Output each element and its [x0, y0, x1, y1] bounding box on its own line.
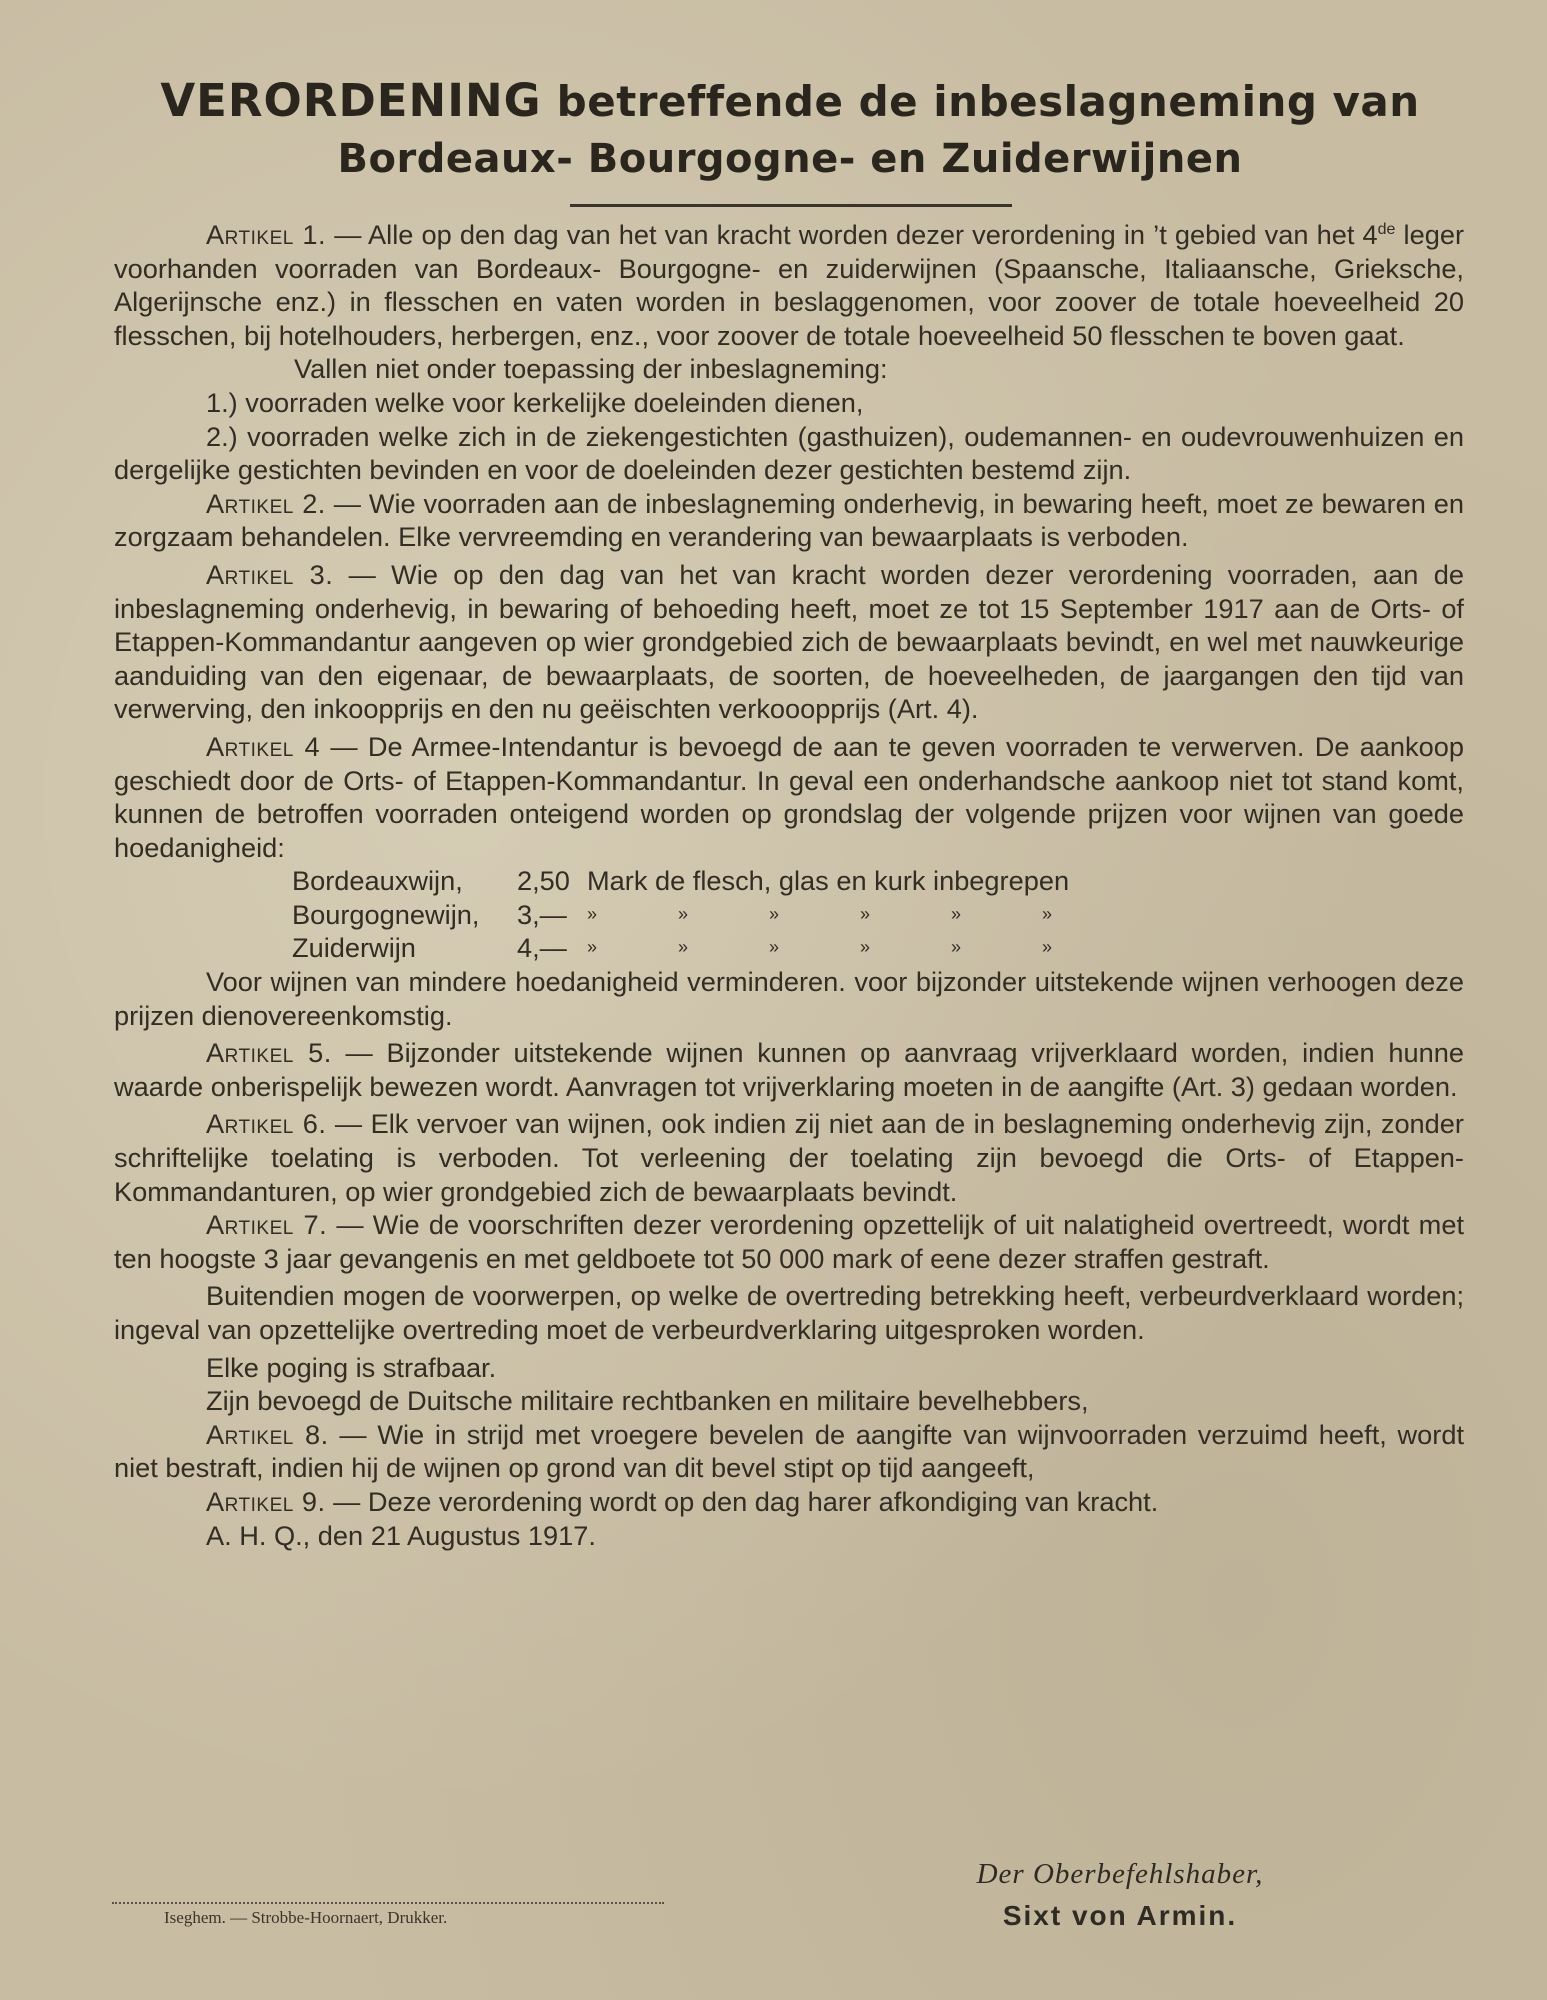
title-line-1-rest: betreffende de inbeslagneming van — [541, 77, 1420, 126]
article-9-label: Artikel 9. — [206, 1485, 326, 1517]
price-ditto-marks: » » » » » » — [587, 937, 1091, 958]
article-2-label: Artikel 2. — [206, 487, 326, 519]
signature-name: Sixt von Armin. — [1002, 1900, 1238, 1931]
article-1-label: Artikel 1. — [206, 219, 327, 250]
date-line: A. H. Q., den 21 Augustus 1917. — [206, 1519, 596, 1551]
price-wine: Zuiderwijn — [292, 932, 416, 964]
signature-title: Der Oberbefehlshaber, — [976, 1858, 1264, 1890]
article-9 — [114, 1485, 1464, 1519]
article-9-text: — Deze verordening wordt op den dag harer afkondiging van kracht. — [325, 1485, 1159, 1517]
article-1-text-a: — Alle op den dag van het van kracht worden dezer verordening in ’t gebied van het 4 — [326, 219, 1378, 250]
price-detail: Mark de flesch, glas en kurk inbegrepen — [587, 865, 1070, 897]
article-6-label: Artikel 6. — [206, 1108, 327, 1140]
article-2-text: — Wie voorraden aan de inbeslagneming onderhevig, in bewaring heeft, moet ze bewaren en zorgzaam behandelen. Elke vervreemding en verandering van bewaarplaats is verboden. — [114, 487, 1464, 553]
article-3-text: — Wie op den dag van het van kracht worden dezer verordening voorraden, aan de inbeslagneming onderhevig, in bewaring of behoeding heeft, moet ze tot 15 September 1917 aan de Orts- of Etappen-Kommandantur aangeven op wier grondgebied zich de bewaarplaats bevindt, en wel met nauwkeurige aanduiding van den eigenaar, de bewaarplaats, de soorten, de hoeveelheden, de jaargangen den tijd van verwerving, den inkoopprijs en den nu geëischten verkooopprijs (Art. 4). — [114, 558, 1464, 725]
ordinal-suffix: de — [1377, 220, 1396, 238]
article-1-text-b: leger voorhanden voorraden van Bordeaux- Bourgogne- en zuiderwijnen (Spaansche, Italiaansche, Grieksche, Algerijnsche enz.) in flesschen en vaten worden in beslaggenomen, voor zoover de totale hoeveelheid 20 flesschen, bij hotelhouders, herbergen, enz., voor zoover de totale hoeveelheid 50 flesschen te boven gaat. — [114, 219, 1464, 351]
article-8-text: — Wie in strijd met vroegere bevelen de aangifte van wijnvoorraden verzuimd heeft, wordt niet bestraft, indien hij de wijnen op grond van dit bevel stipt op tijd aangeeft, — [114, 1418, 1464, 1484]
article-5-label: Artikel 5. — [206, 1037, 332, 1069]
article-6 — [114, 1107, 1464, 1208]
exception-2: 2.) voorraden welke zich in de ziekengestichten (gasthuizen), oudemannen- en oudevrouwenhuizen en dergelijke gestichten bevinden en voor de doeleinden dezer gestichten bestemd zijn. — [114, 420, 1464, 486]
article-4 — [114, 730, 1464, 864]
article-3 — [114, 558, 1464, 726]
article-1 — [114, 218, 1464, 352]
article-7 — [114, 1208, 1464, 1275]
article-4-label: Artikel 4 — [206, 730, 321, 762]
article-7-para-3: Elke poging is strafbaar. — [206, 1351, 497, 1383]
price-amount: 3,— — [517, 898, 567, 930]
title-keyword: VERORDENING — [160, 74, 542, 127]
printer-imprint: Iseghem. — Strobbe-Hoornaert, Drukker. — [112, 1902, 664, 1928]
title-rule — [570, 204, 1012, 207]
exceptions-intro: Vallen niet onder toepassing der inbeslagneming: — [294, 353, 888, 385]
article-6-text: — Elk vervoer van wijnen, ook indien zij niet aan de in beslagneming onderhevig zijn, zonder schriftelijke toelating is verboden. Tot verleening der toelating zijn bevoegd die Orts- of Etappen- Kommandanturen, op wier grondgebied zich de bewaarplaats bevindt. — [114, 1108, 1464, 1207]
article-8 — [114, 1418, 1464, 1485]
article-4-after: Voor wijnen van mindere hoedanigheid verminderen. voor bijzonder uitstekende wijnen verhoogen deze prijzen dienovereenkomstig. — [114, 966, 1464, 1031]
price-amount: 4,— — [517, 932, 567, 964]
price-ditto-marks: » » » » » » — [587, 903, 1091, 924]
article-3-label: Artikel 3. — [206, 558, 334, 590]
article-7-label: Artikel 7. — [206, 1209, 328, 1241]
ordinance-body — [114, 218, 1464, 1552]
price-wine: Bourgognewijn, — [292, 898, 480, 930]
price-row — [114, 931, 1464, 965]
title-line-2: Bordeaux- Bourgogne- en Zuiderwijnen — [337, 136, 1243, 182]
article-4-text: — De Armee-Intendantur is bevoegd de aan te geven voorraden te verwerven. De aankoop geschiedt door de Orts- of Etappen-Kommandantur. In geval een onderhandsche aankoop niet tot stand komt, kunnen de betroffen voorraden onteigend worden op grondslag der volgende prijzen voor wijnen van goede hoedanigheid: — [114, 730, 1465, 863]
article-7-para-2: Buitendien mogen de voorwerpen, op welke de overtreding betrekking heeft, verbeurdverklaard worden; ingeval van opzettelijke overtreding moet de verbeurdverklaring uitgesproken worden. — [114, 1280, 1464, 1345]
price-row — [114, 898, 1464, 932]
price-wine: Bordeauxwijn, — [292, 865, 463, 897]
price-amount: 2,50 — [517, 865, 570, 897]
article-7-text: — Wie de voorschriften dezer verordening opzettelijk of uit nalatigheid overtreedt, wordt met ten hoogste 3 jaar gevangenis en met geldboete tot 50 000 mark of eene dezer straffen gestraft. — [114, 1209, 1464, 1274]
article-8-label: Artikel 8. — [206, 1418, 329, 1450]
article-5 — [114, 1036, 1464, 1103]
price-row — [114, 864, 1464, 898]
exception-1: 1.) voorraden welke voor kerkelijke doeleinden dienen, — [206, 386, 864, 418]
article-7-para-4: Zijn bevoegd de Duitsche militaire rechtbanken en militaire bevelhebbers, — [206, 1385, 1089, 1417]
title-line-1 — [140, 74, 1440, 127]
article-2 — [114, 487, 1464, 554]
article-5-text: — Bijzonder uitstekende wijnen kunnen op aanvraag vrijverklaard worden, indien hunne waarde onberispelijk bewezen wordt. Aanvragen tot vrijverklaring moeten in de aangifte (Art. 3) gedaan worden. — [114, 1037, 1464, 1102]
